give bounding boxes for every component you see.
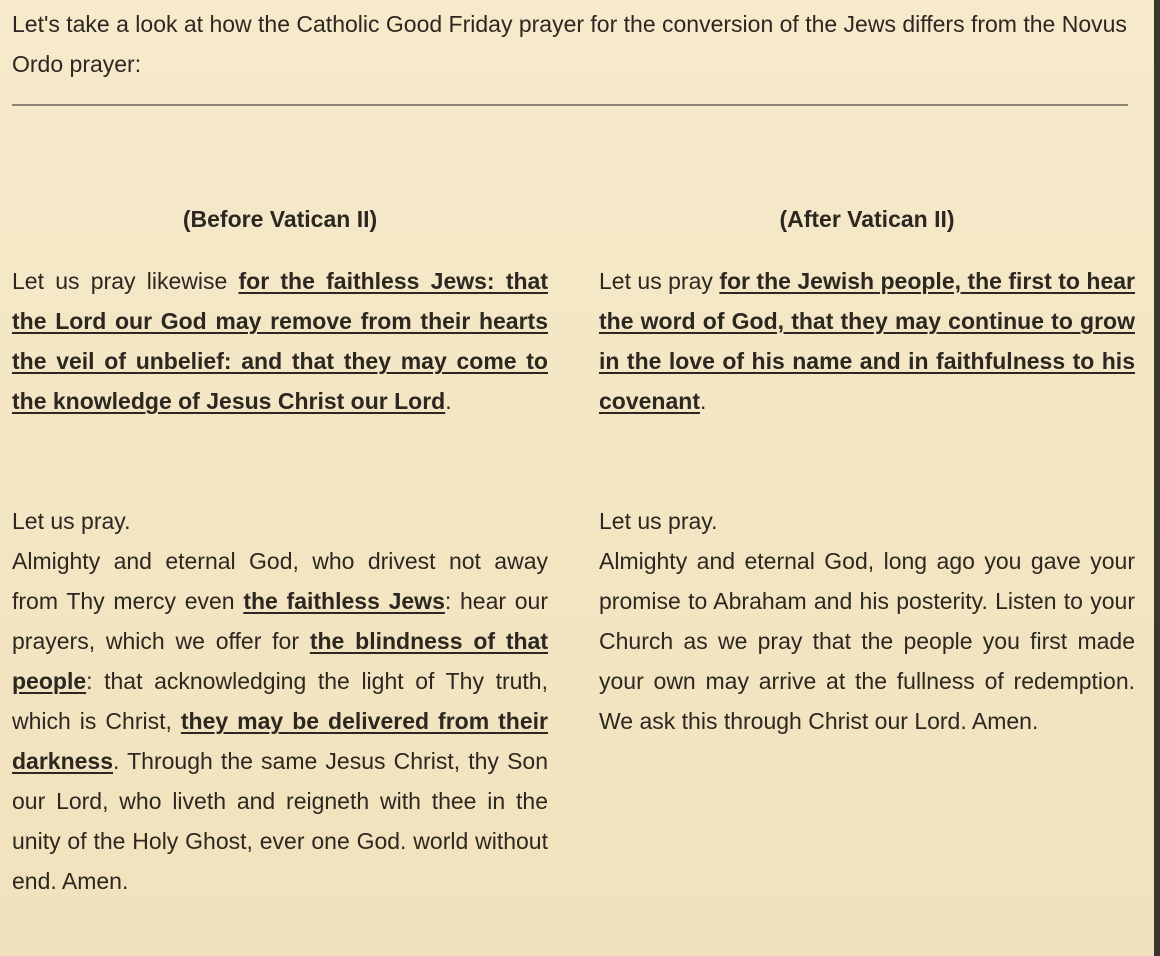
text: Almighty and eternal God, who drivest not away from Thy mercy even	[12, 548, 548, 614]
underlined-text: for the Jewish people, the first to hear the word of God, that they may continue to grow in the love of his name and in faithfulness to his covenant	[599, 268, 1135, 414]
text: Almighty and eternal God, long ago you gave your promise to Abraham and his posterity. Listen to your Church as we pray that the people you first made your own may arrive at the fullness of redemption. We ask this through Christ our Lord. Amen.	[599, 548, 1135, 734]
divider	[12, 104, 1128, 106]
before-vatican-heading: (Before Vatican II)	[182, 206, 378, 232]
intro-text: Let's take a look at how the Catholic Good Friday prayer for the conversion of the Jews differs from the Novus Ordo prayer:	[12, 11, 1127, 77]
before-vatican-first-prayer	[12, 261, 548, 421]
text: .	[445, 388, 452, 414]
prayer-intro: Let us pray.	[12, 508, 131, 534]
text: . Through the same Jesus Christ, thy Son our Lord, who liveth and reigneth with thee in the unity of the Holy Ghost, ever one God. world without end. Amen.	[12, 748, 548, 894]
text: .	[699, 388, 707, 414]
after-vatican-second-prayer	[599, 501, 1135, 741]
after-vatican-first-prayer	[599, 261, 1135, 421]
text: Let us pray likewise	[12, 268, 239, 294]
text: Let us pray	[599, 268, 720, 294]
text: : that acknowledging the light of Thy truth, which is Christ,	[12, 668, 548, 734]
underlined-text: for the faithless Jews: that the Lord our God may remove from their hearts the veil of unbelief: and that they may come to the knowledge of Jesus Christ our Lord	[12, 268, 548, 414]
before-vatican-second-prayer	[12, 501, 548, 901]
right-edge-border	[1154, 0, 1160, 956]
after-vatican-heading: (After Vatican II)	[779, 206, 955, 232]
prayer-intro: Let us pray.	[599, 508, 718, 534]
underlined-text: the faithless Jews	[243, 588, 445, 614]
text: : hear our prayers, which we offer for	[12, 588, 548, 654]
underlined-text: the blindness of that people	[12, 628, 549, 694]
underlined-text: they may be delivered from their darkness	[12, 708, 548, 774]
